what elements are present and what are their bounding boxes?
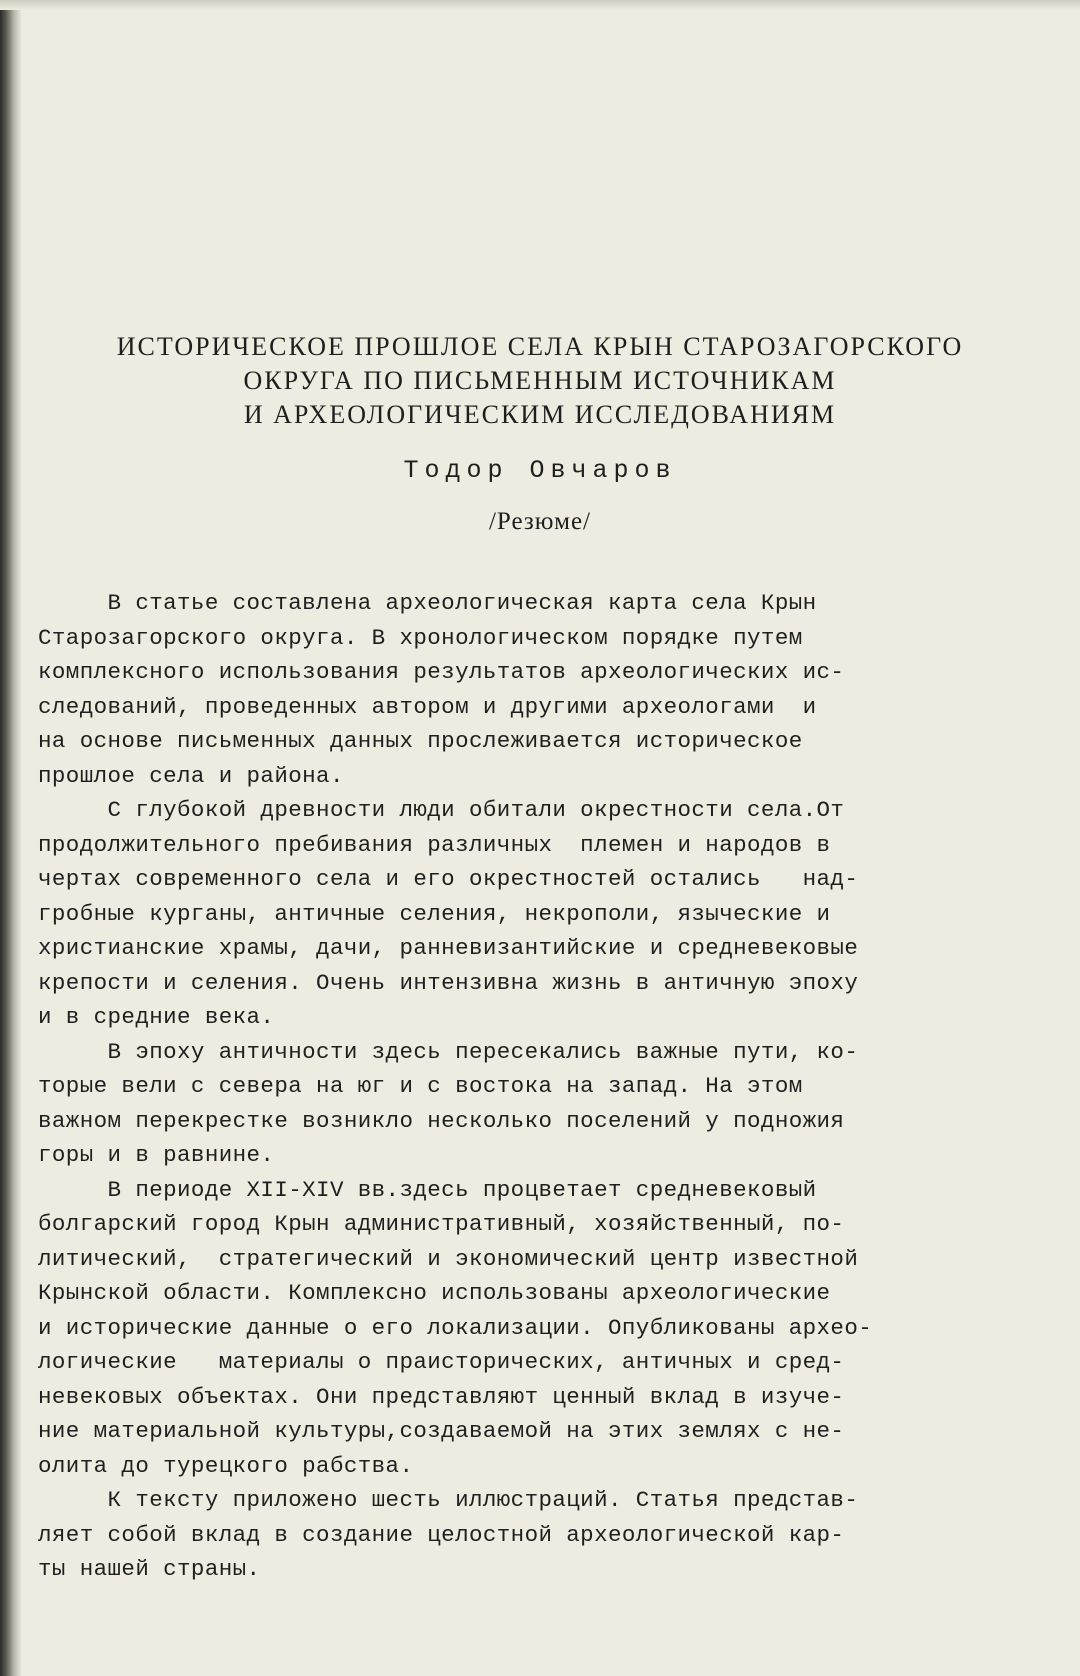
body-line: важном перекрестке возникло несколько поселений у подножия — [38, 1107, 845, 1134]
body-line: и исторические данные о его локализации. Опубликованы архео- — [38, 1314, 873, 1341]
body-line: В статье составлена археологическая карта села Крын — [38, 590, 817, 616]
body-line: невековых объектах. Они представляют ценный вклад в изуче- — [38, 1383, 845, 1410]
body-line: С глубокой древности люди обитали окрестности села.От — [38, 797, 845, 823]
body-line: К тексту приложено шесть иллюстраций. Статья представ- — [38, 1487, 859, 1513]
body-line: следований, проведенных автором и другими археологами и — [38, 693, 817, 720]
body-line: чертах современного села и его окрестностей остались над- — [38, 866, 859, 892]
body-line: гробные курганы, античные селения, некрополи, языческие и — [38, 900, 831, 927]
article-title — [40, 330, 1040, 432]
body-line: крепости и селения. Очень интензивна жизнь в античную эпоху — [38, 969, 859, 996]
body-line: и в средние века. — [38, 1004, 275, 1030]
body-line: В периоде XII-XIV вв.здесь процветает средневековый — [38, 1176, 817, 1203]
body-line: литический, стратегический и экономический центр известной — [38, 1245, 859, 1272]
body-line: христианские храмы, дачи, ранневизантийские и средневековые — [38, 935, 859, 961]
body-line: Крынской области. Комплексно использованы археологические — [38, 1280, 831, 1306]
body-line: ляет собой вклад в создание целостной археологической кар- — [38, 1521, 845, 1548]
body-line: на основе письменных данных прослеживается историческое — [38, 728, 803, 754]
body-line: прошлое села и района. — [38, 762, 344, 789]
body-line: комплексного использования результатов археологических ис- — [38, 659, 845, 685]
title-line-1: ИСТОРИЧЕСКОЕ ПРОШЛОЕ СЕЛА КРЫН СТАРОЗАГОРСКОГО — [116, 332, 964, 361]
body-line: олита до турецкого рабства. — [38, 1452, 414, 1479]
page-top-shadow — [0, 0, 1080, 10]
book-spine-shadow — [0, 0, 22, 1676]
body-line: логические материалы о праисторических, античных и сред- — [38, 1349, 845, 1375]
title-line-2: ОКРУГА ПО ПИСЬМЕННЫМ ИСТОЧНИКАМ — [243, 366, 837, 395]
body-line: ты нашей страны. — [38, 1556, 261, 1582]
summary-body — [38, 586, 998, 1587]
resume-label: /Резюме/ — [488, 508, 591, 535]
body-line: продолжительного пребивания различных племен и народов в — [38, 831, 831, 858]
body-line: ние материальной культуры,создаваемой на этих землях с не- — [38, 1418, 845, 1444]
author-name: Тодор Овчаров — [403, 456, 677, 485]
body-line: болгарский город Крын административный, хозяйственный, по- — [38, 1211, 845, 1237]
body-line: Старозагорского округа. В хронологическом порядке путем — [38, 624, 803, 651]
body-line: торые вели с севера на юг и с востока на запад. На этом — [38, 1073, 803, 1099]
body-line: горы и в равнине. — [38, 1142, 275, 1168]
body-line: В эпоху античности здесь пересекались важные пути, ко- — [38, 1038, 859, 1065]
title-line-3: И АРХЕОЛОГИЧЕСКИМ ИССЛЕДОВАНИЯМ — [243, 400, 837, 429]
